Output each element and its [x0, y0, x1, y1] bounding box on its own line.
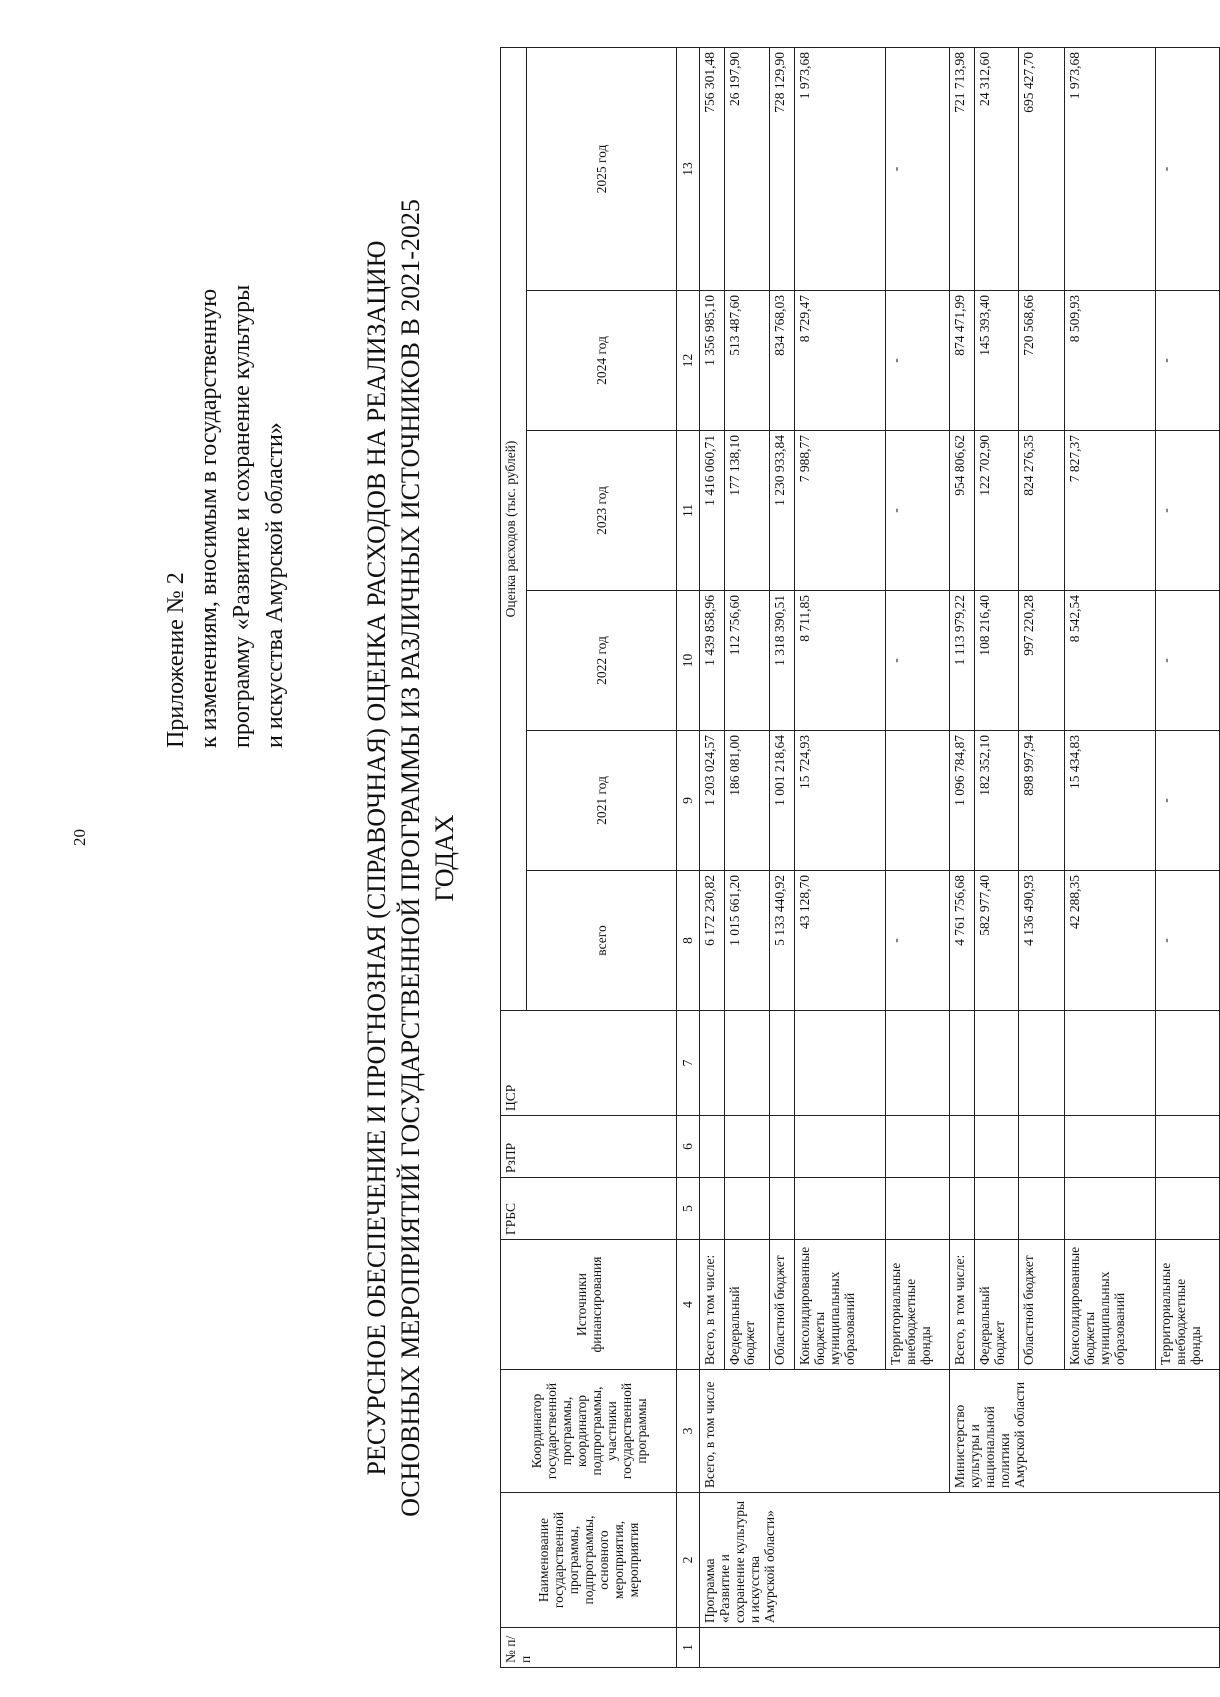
column-number: 13	[677, 47, 700, 290]
header-rzpr: РзПР	[501, 1116, 677, 1178]
source-cell: Консолидированные бюджеты муниципальных образований	[794, 1240, 885, 1370]
value-cell: 1 318 390,51	[769, 591, 794, 731]
header-grbs: ГРБС	[501, 1178, 677, 1240]
value-cell: 177 138,10	[725, 431, 769, 591]
coordinator-ministry: Министерство культуры и национальной политики Амурской области	[949, 1370, 1219, 1493]
value-cell: 1 973,68	[794, 47, 885, 290]
appendix-line: и искусства Амурской области»	[262, 422, 288, 748]
column-number-row	[677, 47, 700, 1667]
appendix-line: Приложение № 2	[163, 572, 189, 748]
value-cell: 6 172 230,82	[699, 871, 724, 1011]
value-cell: 728 129,90	[769, 47, 794, 290]
value-cell: 1 439 858,96	[699, 591, 724, 731]
value-cell: -	[1156, 291, 1220, 431]
value-cell: 582 977,40	[975, 871, 1019, 1011]
value-cell: 720 568,66	[1019, 291, 1065, 431]
header-num: № п/п	[501, 1628, 677, 1668]
header-name: Наименование государственной программы, подпрограммы, основного мероприятия, мероприятия	[501, 1493, 677, 1628]
source-cell: Областной бюджет	[769, 1240, 794, 1370]
title-line: ГОДАХ	[430, 814, 459, 902]
header-year-2021: 2021 год	[527, 731, 677, 871]
source-cell: Областной бюджет	[1019, 1240, 1065, 1370]
value-cell: 8 711,85	[794, 591, 885, 731]
column-number: 8	[677, 871, 700, 1011]
page-number: 20	[70, 829, 89, 846]
value-cell: 1 015 661,20	[725, 871, 769, 1011]
expenditure-table	[500, 47, 1220, 1668]
column-number: 5	[677, 1178, 700, 1240]
value-cell: 1 113 979,22	[949, 591, 974, 731]
value-cell: 1 203 024,57	[699, 731, 724, 871]
value-cell: 43 128,70	[794, 871, 885, 1011]
column-number: 11	[677, 431, 700, 591]
value-cell: 26 197,90	[725, 47, 769, 290]
header-year-2023: 2023 год	[527, 431, 677, 591]
header-source: Источники финансирования	[501, 1240, 677, 1370]
title-line: РЕСУРСНОЕ ОБЕСПЕЧЕНИЕ И ПРОГНОЗНАЯ (СПРАВОЧНАЯ) ОЦЕНКА РАСХОДОВ НА РЕАЛИЗАЦИЮ	[362, 240, 391, 1476]
value-cell: 42 288,35	[1065, 871, 1156, 1011]
column-number: 1	[677, 1628, 700, 1668]
value-cell: 1 001 218,64	[769, 731, 794, 871]
value-cell: 1 973,68	[1065, 47, 1156, 290]
value-cell: 898 997,94	[1019, 731, 1065, 871]
coordinator-total: Всего, в том числе	[699, 1370, 949, 1493]
value-cell: 5 133 440,92	[769, 871, 794, 1011]
value-cell: 756 301,48	[699, 47, 724, 290]
value-cell: 4 761 756,68	[949, 871, 974, 1011]
table-row	[949, 47, 974, 1667]
value-cell: 7 827,37	[1065, 431, 1156, 591]
value-cell: 7 988,77	[794, 431, 885, 591]
column-number: 7	[677, 1011, 700, 1116]
source-cell: Территориальные внебюджетные фонды	[1156, 1240, 1220, 1370]
column-number: 4	[677, 1240, 700, 1370]
value-cell: 4 136 490,93	[1019, 871, 1065, 1011]
value-cell	[886, 731, 949, 871]
value-cell: -	[1156, 47, 1220, 290]
value-cell: 24 312,60	[975, 47, 1019, 290]
value-cell: -	[886, 591, 949, 731]
value-cell: 721 713,98	[949, 47, 974, 290]
appendix-line: к изменениям, вносимым в государственную	[196, 288, 222, 748]
column-number: 2	[677, 1493, 700, 1628]
value-cell: 1 096 784,87	[949, 731, 974, 871]
source-cell: Федеральный бюджет	[725, 1240, 769, 1370]
value-cell: -	[886, 871, 949, 1011]
column-number: 6	[677, 1116, 700, 1178]
value-cell: 8 729,47	[794, 291, 885, 431]
value-cell: -	[886, 431, 949, 591]
value-cell: 513 487,60	[725, 291, 769, 431]
value-cell: 122 702,90	[975, 431, 1019, 591]
header-csr: ЦСР	[501, 1011, 677, 1116]
value-cell: 824 276,35	[1019, 431, 1065, 591]
source-cell: Всего, в том числе:	[699, 1240, 724, 1370]
value-cell: 1 356 985,10	[699, 291, 724, 431]
source-cell: Консолидированные бюджеты муниципальных образований	[1065, 1240, 1156, 1370]
header-year-2022: 2022 год	[527, 591, 677, 731]
rotated-page-content	[160, 48, 1220, 1668]
value-cell: 874 471,99	[949, 291, 974, 431]
column-number: 3	[677, 1370, 700, 1493]
header-coordinator: Координатор государственной программы, координатор подпрограммы, участники государственной программы	[501, 1370, 677, 1493]
value-cell: 1 230 933,84	[769, 431, 794, 591]
value-cell: 8 542,54	[1065, 591, 1156, 731]
header-estimate: Оценка расходов (тыс. рублей)	[501, 47, 527, 1010]
value-cell: 15 434,83	[1065, 731, 1156, 871]
value-cell: 112 756,60	[725, 591, 769, 731]
value-cell: 1 416 060,71	[699, 431, 724, 591]
value-cell: -	[1156, 871, 1220, 1011]
value-cell: -	[1156, 431, 1220, 591]
source-cell: Территориальные внебюджетные фонды	[886, 1240, 949, 1370]
header-total: всего	[527, 871, 677, 1011]
column-number: 9	[677, 731, 700, 871]
value-cell: 997 220,28	[1019, 591, 1065, 731]
source-cell: Федеральный бюджет	[975, 1240, 1019, 1370]
title-line: ОСНОВНЫХ МЕРОПРИЯТИЙ ГОСУДАРСТВЕННОЙ ПРОГРАММЫ ИЗ РАЗЛИЧНЫХ ИСТОЧНИКОВ В 2021-2025	[396, 199, 425, 1517]
program-name: Программа «Развитие и сохранение культуры и искусства Амурской области»	[699, 1493, 1219, 1628]
column-number: 10	[677, 591, 700, 731]
value-cell: 8 509,93	[1065, 291, 1156, 431]
value-cell: 15 724,93	[794, 731, 885, 871]
header-year-2025: 2025 год	[527, 47, 677, 290]
value-cell: 186 081,00	[725, 731, 769, 871]
column-number: 12	[677, 291, 700, 431]
table-row	[699, 47, 724, 1667]
value-cell: -	[1156, 731, 1220, 871]
value-cell: -	[1156, 591, 1220, 731]
value-cell: -	[886, 47, 949, 290]
row-number-cell	[699, 1628, 1219, 1668]
appendix-note	[160, 188, 292, 748]
header-year-2024: 2024 год	[527, 291, 677, 431]
value-cell: -	[886, 291, 949, 431]
appendix-line: программу «Развитие и сохранение культуры	[229, 284, 255, 748]
value-cell: 182 352,10	[975, 731, 1019, 871]
value-cell: 695 427,70	[1019, 47, 1065, 290]
source-cell: Всего, в том числе:	[949, 1240, 974, 1370]
value-cell: 954 806,62	[949, 431, 974, 591]
document-title	[360, 88, 462, 1628]
value-cell: 834 768,03	[769, 291, 794, 431]
value-cell: 108 216,40	[975, 591, 1019, 731]
value-cell: 145 393,40	[975, 291, 1019, 431]
